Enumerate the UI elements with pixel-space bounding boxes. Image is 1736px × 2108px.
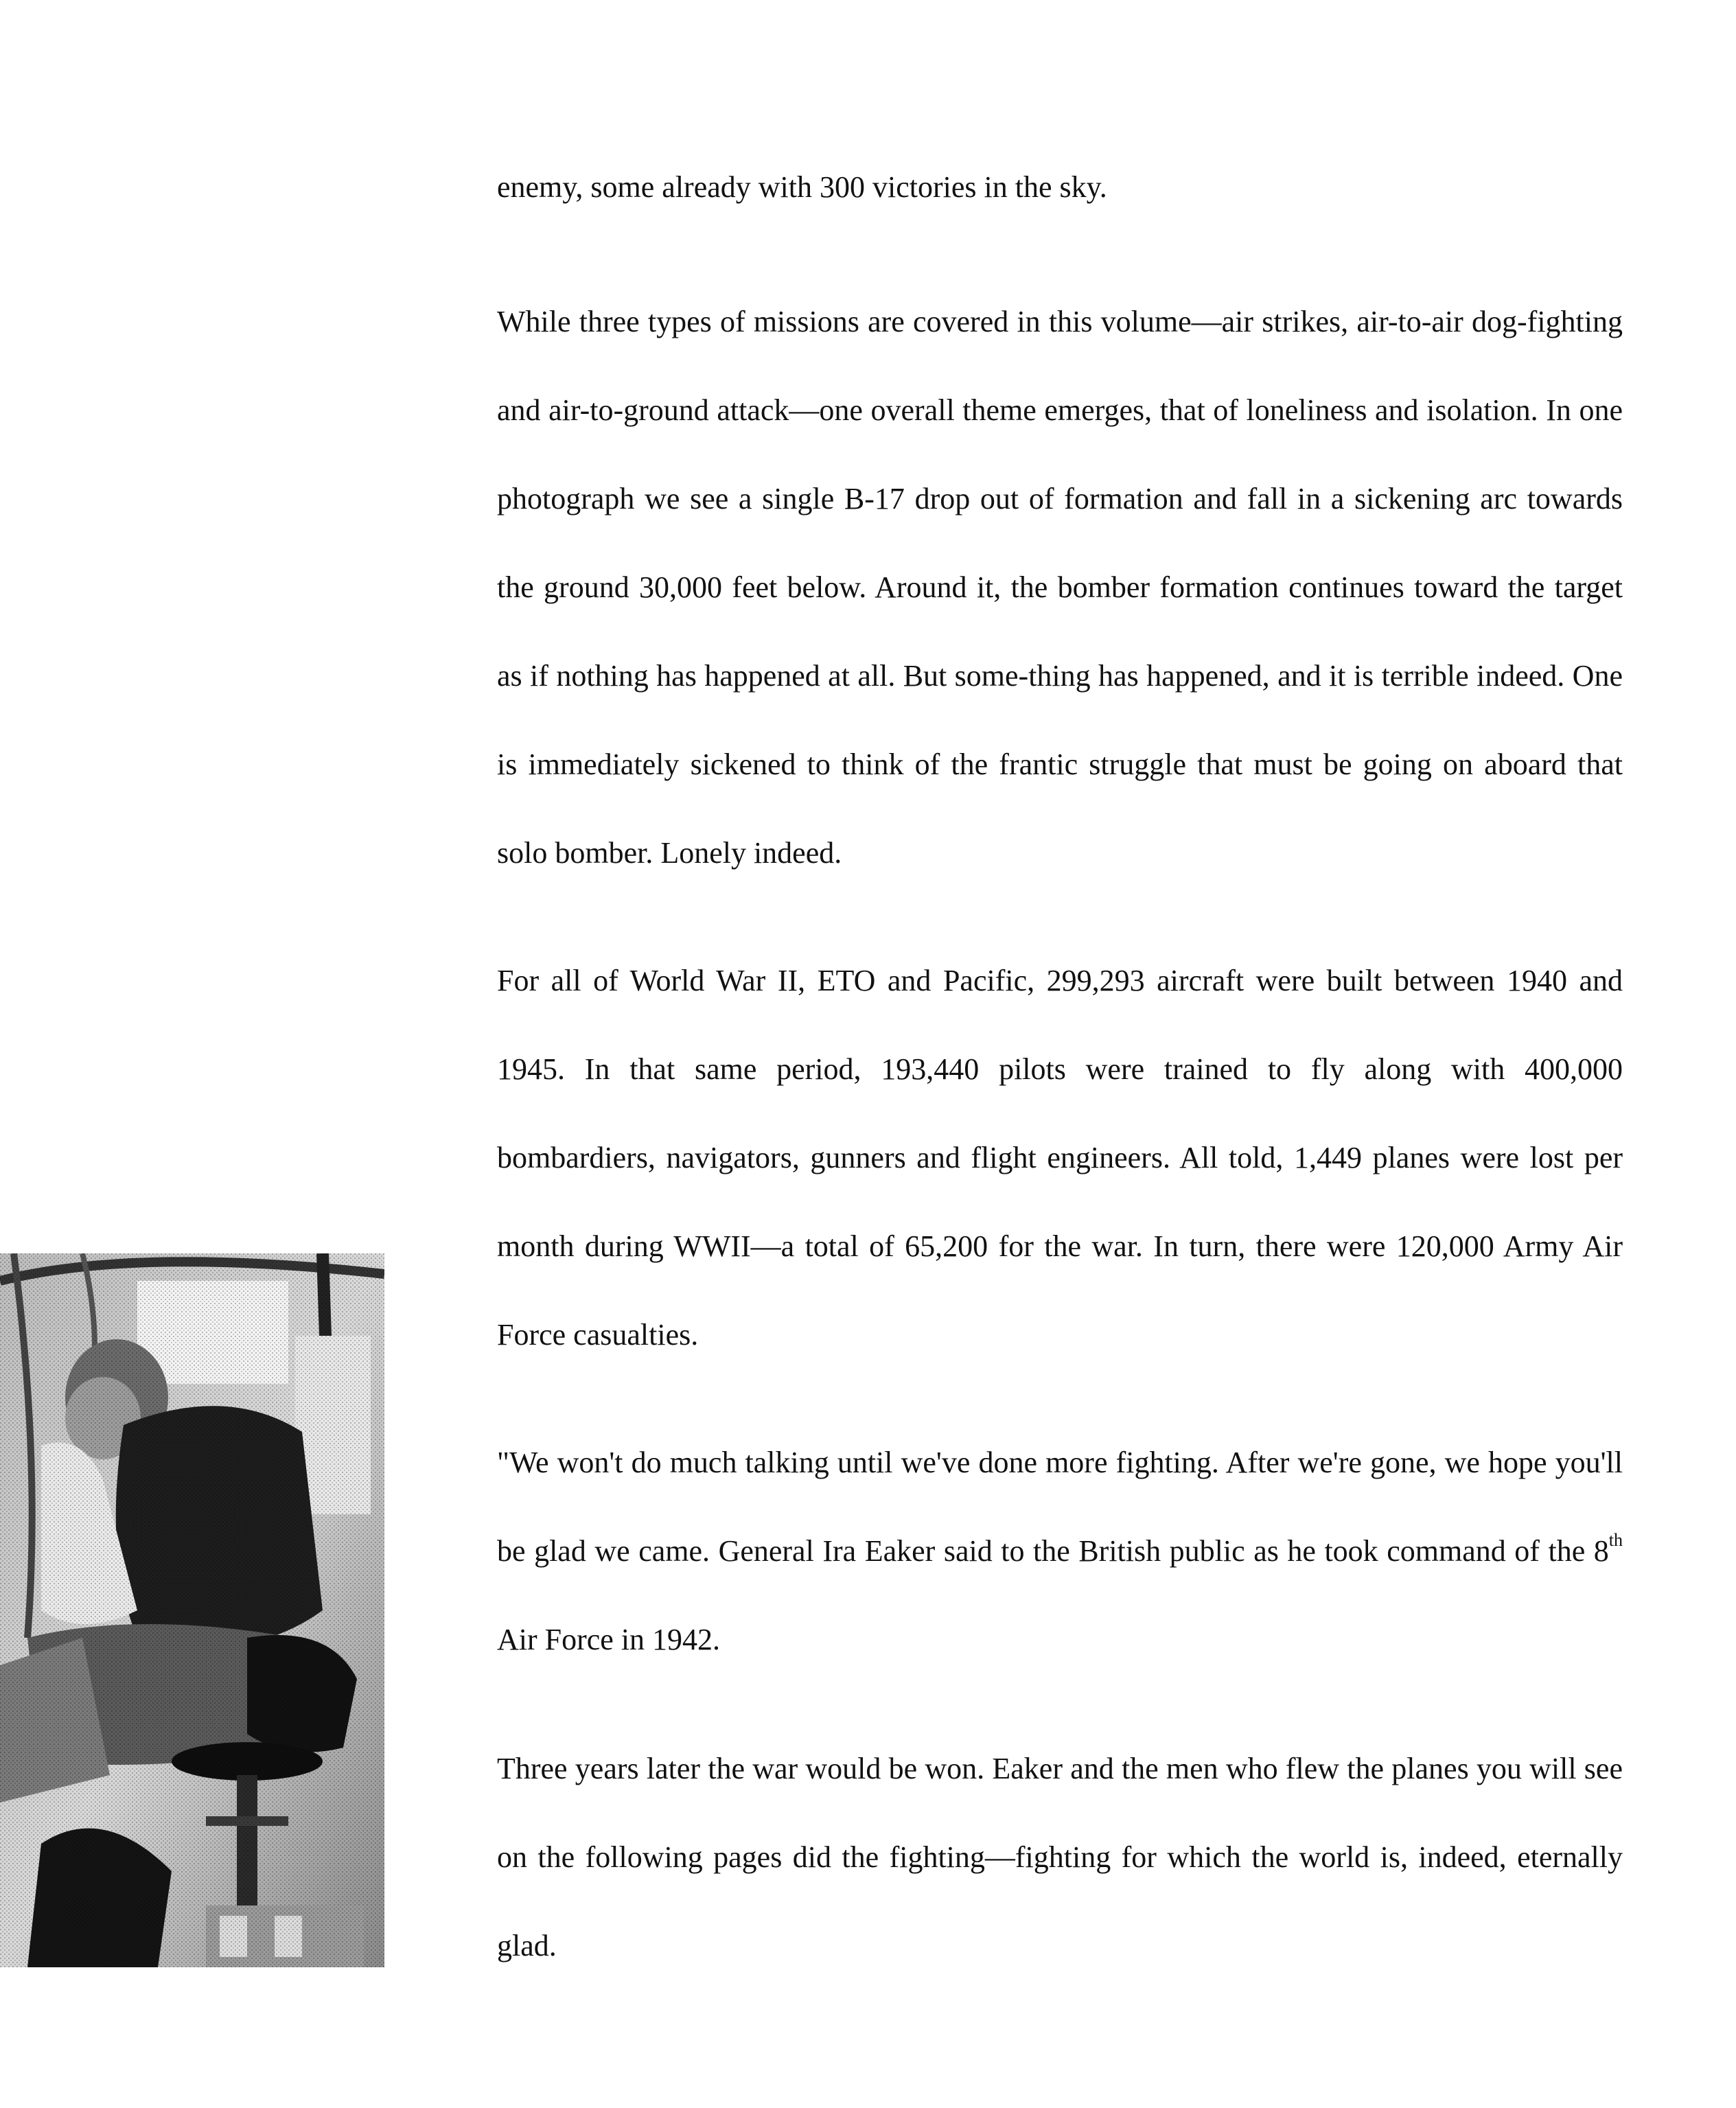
- quote-tail: Air Force in 1942.: [497, 1623, 721, 1656]
- airman-photo-image: [0, 1253, 384, 1967]
- paragraph-3: [497, 936, 1623, 1379]
- paragraph-5: [497, 1724, 1623, 1990]
- paragraph-4-text: [497, 1418, 1623, 1684]
- paragraph-1: [497, 143, 1623, 231]
- quote-text: "We won't do much talking until we've done more fighting. After we're gone, we hope you'll be glad we came. General Ira Eaker said to the British public as he took command of the 8: [497, 1446, 1623, 1568]
- paragraph-2-text: While three types of missions are covered in this volume—air strikes, air-to-air dog-fighting and air-to-ground attack—one overall theme emerges, that of loneliness and isolation. In one photograph we see a single B-17 drop out of formation and fall in a sickening arc towards the ground 30,000 feet below. Around it, the bomber formation continues toward the target as if nothing has happened at all. But some-thing has happened, and it is terrible indeed. One is immediately sickened to think of the frantic struggle that must be going on aboard that solo bomber. Lonely indeed.: [497, 305, 1623, 870]
- ordinal-superscript: th: [1608, 1530, 1623, 1551]
- paragraph-5-text: Three years later the war would be won. Eaker and the men who flew the planes you will see on the following pages did the fighting—fighting for which the world is, indeed, eternally glad.: [497, 1752, 1623, 1962]
- paragraph-2: [497, 277, 1623, 897]
- paragraph-4: [497, 1418, 1623, 1684]
- paragraph-1-text: enemy, some already with 300 victories in the sky.: [497, 170, 1107, 204]
- paragraph-3-text: For all of World War II, ETO and Pacific, 299,293 aircraft were built between 1940 and 1945. In that same period, 193,440 pilots were trained to fly along with 400,000 bombardiers, navigators, gunners and flight engineers. All told, 1,449 planes were lost per month during WWII—a total of 65,200 for the war. In turn, there were 120,000 Army Air Force casualties.: [497, 964, 1623, 1352]
- airman-photograph: [0, 1253, 384, 1967]
